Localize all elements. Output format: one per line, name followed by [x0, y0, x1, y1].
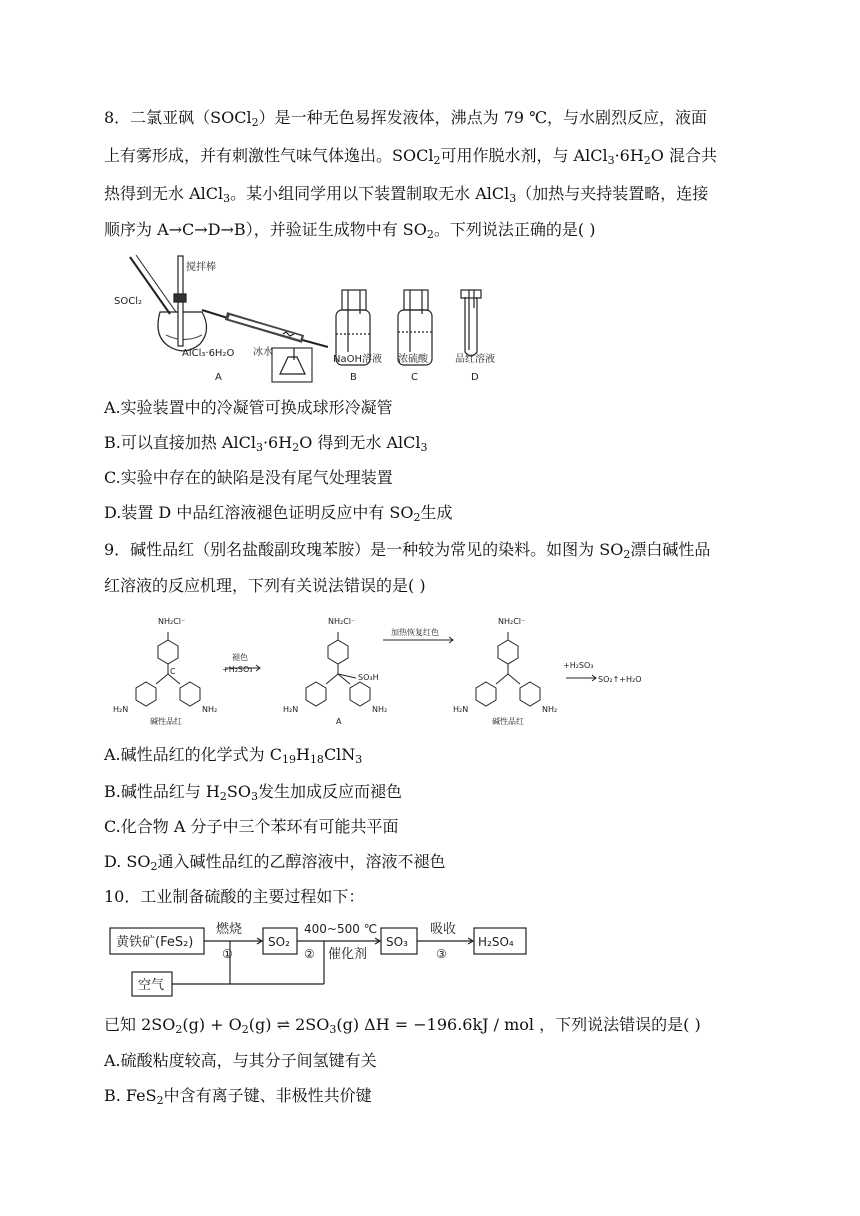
label-step-2: ②: [304, 947, 315, 961]
molecule-A: [306, 632, 370, 706]
q8-option-a: A.实验装置中的冷凝管可换成球形冷凝管: [104, 398, 393, 417]
label-absorb: 吸收: [430, 922, 457, 937]
label-so3: SO₃: [386, 935, 408, 949]
q10-line-1: 10．工业制备硫酸的主要过程如下：: [104, 887, 365, 906]
q9-line-2: 红溶液的反应机理，下列有关说法错误的是( ): [104, 576, 426, 595]
label-h2n-1: H₂N: [113, 705, 129, 714]
label-h2n-2: H₂N: [453, 705, 469, 714]
label-B: B: [350, 372, 357, 383]
q9-option-a: A.碱性品红的化学式为 $C_{19}H_{18}ClN_3$: [104, 745, 363, 766]
q10-option-a: A.硫酸粘度较高，与其分子间氢键有关: [104, 1051, 377, 1070]
q8-line-3: 热得到无水 AlCl$_3$。某小组同学用以下装置制取无水 AlCl$_3$（加热与夹持装置略，连接: [104, 184, 709, 205]
q8-line-1: 8．二氯亚砜（SOCl$_2$）是一种无色易挥发液体，沸点为 79 ℃，与水剧烈反应，液面: [104, 108, 708, 129]
test-tube-d-icon: [461, 290, 481, 356]
label-pyrite: 黄铁矿(FeS₂): [116, 935, 194, 950]
label-name-2: 碱性品红: [492, 717, 524, 726]
q8-option-b: B.可以直接加热 $AlCl_3\cdot 6H_2O$ 得到无水 AlCl$_3$: [104, 433, 428, 454]
label-C: C: [411, 372, 418, 383]
q9-option-b: B.碱性品红与 $H_2SO_3$发生加成反应而褪色: [104, 782, 402, 803]
label-step-3: ③: [436, 947, 447, 961]
label-add-h2so3-2: +H₂SO₃: [563, 661, 594, 670]
q8-option-c: C.实验中存在的缺陷是没有尾气处理装置: [104, 468, 393, 487]
label-nh2cl-A: NH₂Cl⁻: [328, 617, 356, 626]
label-h2so4: 浓硫酸: [398, 354, 428, 365]
q8-line-2: 上有雾形成，并有刺激性气味气体逸出。SOCl$_2$可用作脱水剂，与 $AlCl_3\cdot 6H_2O$ 混合共: [104, 146, 718, 167]
label-A: A: [215, 372, 222, 383]
molecule-basic-fuchsin-1: [136, 632, 200, 706]
label-D: D: [471, 372, 479, 383]
label-step-1: ①: [222, 947, 233, 961]
label-socl2: SOCl₂: [114, 296, 142, 307]
q10-process-flow-figure: [108, 918, 538, 1000]
label-name-A: A: [336, 717, 342, 726]
label-pinhong: 品红溶液: [455, 354, 495, 365]
q8-line-4: 顺序为 A→C→D→B），并验证生成物中有 $SO_2$。下列说法正确的是( ): [104, 220, 596, 241]
label-nh2cl-1: NH₂Cl⁻: [158, 617, 186, 626]
label-air: 空气: [138, 978, 165, 993]
q9-line-1: 9．碱性品红（别名盐酸副玫瑰苯胺）是一种较为常见的染料。如图为 $SO_2$漂白碱性品: [104, 540, 711, 561]
label-nh2-A: NH₂: [372, 705, 388, 714]
label-name-1: 碱性品红: [150, 717, 182, 726]
label-so3h: SO₃H: [358, 673, 379, 682]
label-stir: 搅拌棒: [186, 262, 216, 273]
label-temp: 400~500 ℃: [304, 922, 378, 936]
label-ice: 冰水: [253, 347, 273, 358]
q9-option-c: C.化合物 A 分子中三个苯环有可能共平面: [104, 817, 399, 836]
q8-option-d: D.装置 D 中品红溶液褪色证明反应中有 $SO_2$生成: [104, 503, 453, 524]
q8-apparatus-figure: [108, 252, 508, 387]
label-catalyst: 催化剂: [328, 947, 368, 962]
label-nh2cl-2: NH₂Cl⁻: [498, 617, 526, 626]
label-h2n-A: H₂N: [283, 705, 299, 714]
label-burn: 燃烧: [216, 922, 243, 937]
label-add-h2so3-1: +H₂SO₃: [222, 665, 253, 674]
label-restore: 加热恢复红色: [391, 628, 439, 637]
label-nh2-2: NH₂: [542, 705, 558, 714]
label-fade: 褪色: [232, 653, 248, 662]
molecule-basic-fuchsin-2: [476, 632, 540, 706]
label-alcl3: AlCl₃·6H₂O: [182, 348, 235, 359]
label-c-1: C: [170, 667, 176, 676]
q9-mechanism-figure: [108, 610, 668, 730]
label-h2so4: H₂SO₄: [478, 935, 514, 949]
q10-option-b: B. FeS$_2$中含有离子键、非极性共价键: [104, 1086, 372, 1107]
label-naoh: NaOH溶液: [333, 354, 382, 365]
q9-option-d: D. $SO_2$通入碱性品红的乙醇溶液中，溶液不褪色: [104, 852, 446, 873]
conical-flask-icon: [280, 357, 305, 374]
label-products: SO₂↑+H₂O: [598, 675, 642, 684]
label-nh2-1: NH₂: [202, 705, 218, 714]
label-so2: SO₂: [268, 935, 290, 949]
q10-equation-line: 已知 $2SO_2(g) + O_2(g)$ ⇌ $2SO_3(g) \Delta H = -196.6kJ$ / mol ，下列说法错误的是( ): [104, 1015, 701, 1036]
